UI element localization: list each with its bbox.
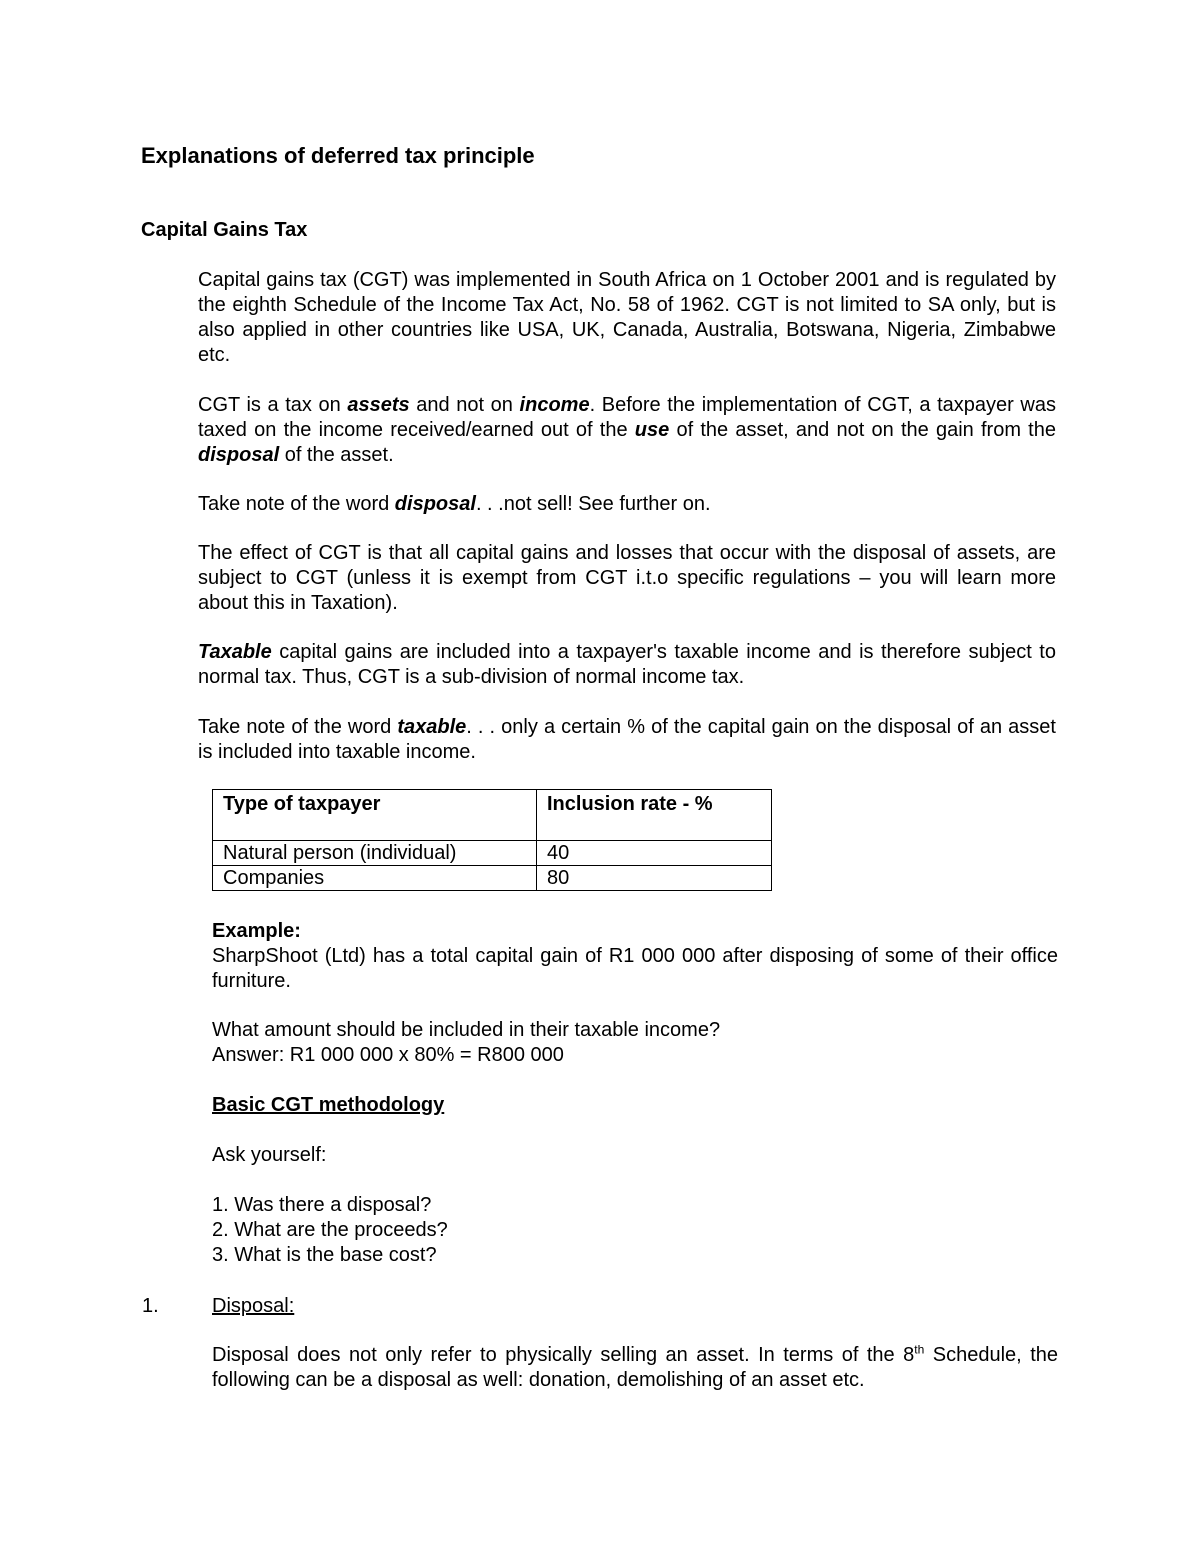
table-header-row xyxy=(213,790,772,841)
list-item: 2. What are the proceeds? xyxy=(212,1219,448,1241)
table-cell: 80 xyxy=(537,866,772,891)
disposal-text: Disposal does not only refer to physically selling an asset. In terms of the 8th Schedule, the following can be a disposal as well: donation, demolishing of an asset etc. xyxy=(212,1342,1058,1391)
paragraph-taxable-gains: Taxable capital gains are included into a taxpayer's taxable income and is therefore subject to normal tax. Thus, CGT is a sub-division of normal income tax. xyxy=(198,641,1056,688)
keyword-income: income xyxy=(519,394,590,416)
table-header-cell: Inclusion rate - % xyxy=(537,790,772,841)
table-header-cell: Type of taxpayer xyxy=(213,790,537,841)
list-item: 1. Was there a disposal? xyxy=(212,1194,432,1216)
paragraph-note-taxable: Take note of the word taxable. . . only a certain % of the capital gain on the disposal of an asset is included into taxable income. xyxy=(198,716,1056,763)
paragraph-cgt-assets: CGT is a tax on assets and not on income. Before the implementation of CGT, a taxpayer was taxed on the income received/earned out of the use of the asset, and not on the gain from the disposal of the asset. xyxy=(198,394,1056,466)
methodology-ask: Ask yourself: xyxy=(212,1144,327,1166)
list-item: 3. What is the base cost? xyxy=(212,1244,437,1266)
example-label: Example: xyxy=(212,920,301,942)
paragraph-cgt-intro: Capital gains tax (CGT) was implemented in South Africa on 1 October 2001 and is regulated by the eighth Schedule of the Income Tax Act, No. 58 of 1962. CGT is not limited to SA only, but is also applied in other countries like USA, UK, Canada, Australia, Botswana, Nigeria, Zimbabwe etc. xyxy=(198,269,1056,366)
example-question: What amount should be included in their taxable income? xyxy=(212,1019,721,1041)
table-cell: Natural person (individual) xyxy=(213,841,537,866)
keyword-use: use xyxy=(634,419,670,441)
keyword-taxable: taxable xyxy=(397,716,467,738)
table-row xyxy=(213,866,772,891)
paragraph-note-disposal: Take note of the word disposal. . .not sell! See further on. xyxy=(198,493,711,515)
table-cell: 40 xyxy=(537,841,772,866)
table-row xyxy=(213,841,772,866)
paragraph-effect-cgt: The effect of CGT is that all capital gains and losses that occur with the disposal of assets, are subject to CGT (unless it is exempt from CGT i.t.o specific regulations – you will learn more about this in Taxation). xyxy=(198,542,1056,614)
keyword-taxable: Taxable xyxy=(198,641,272,663)
methodology-heading: Basic CGT methodology xyxy=(212,1094,445,1116)
section-title: Capital Gains Tax xyxy=(141,219,308,241)
inclusion-rate-table xyxy=(212,789,772,891)
disposal-number: 1. xyxy=(142,1295,159,1317)
disposal-heading: Disposal: xyxy=(212,1295,295,1317)
example-text: SharpShoot (Ltd) has a total capital gain of R1 000 000 after disposing of some of their office furniture. xyxy=(212,945,1058,992)
keyword-disposal: disposal xyxy=(198,444,280,466)
keyword-assets: assets xyxy=(347,394,410,416)
keyword-disposal: disposal xyxy=(394,493,476,515)
example-answer: Answer: R1 000 000 x 80% = R800 000 xyxy=(212,1044,564,1066)
table-cell: Companies xyxy=(213,866,537,891)
document-title: Explanations of deferred tax principle xyxy=(141,143,535,168)
